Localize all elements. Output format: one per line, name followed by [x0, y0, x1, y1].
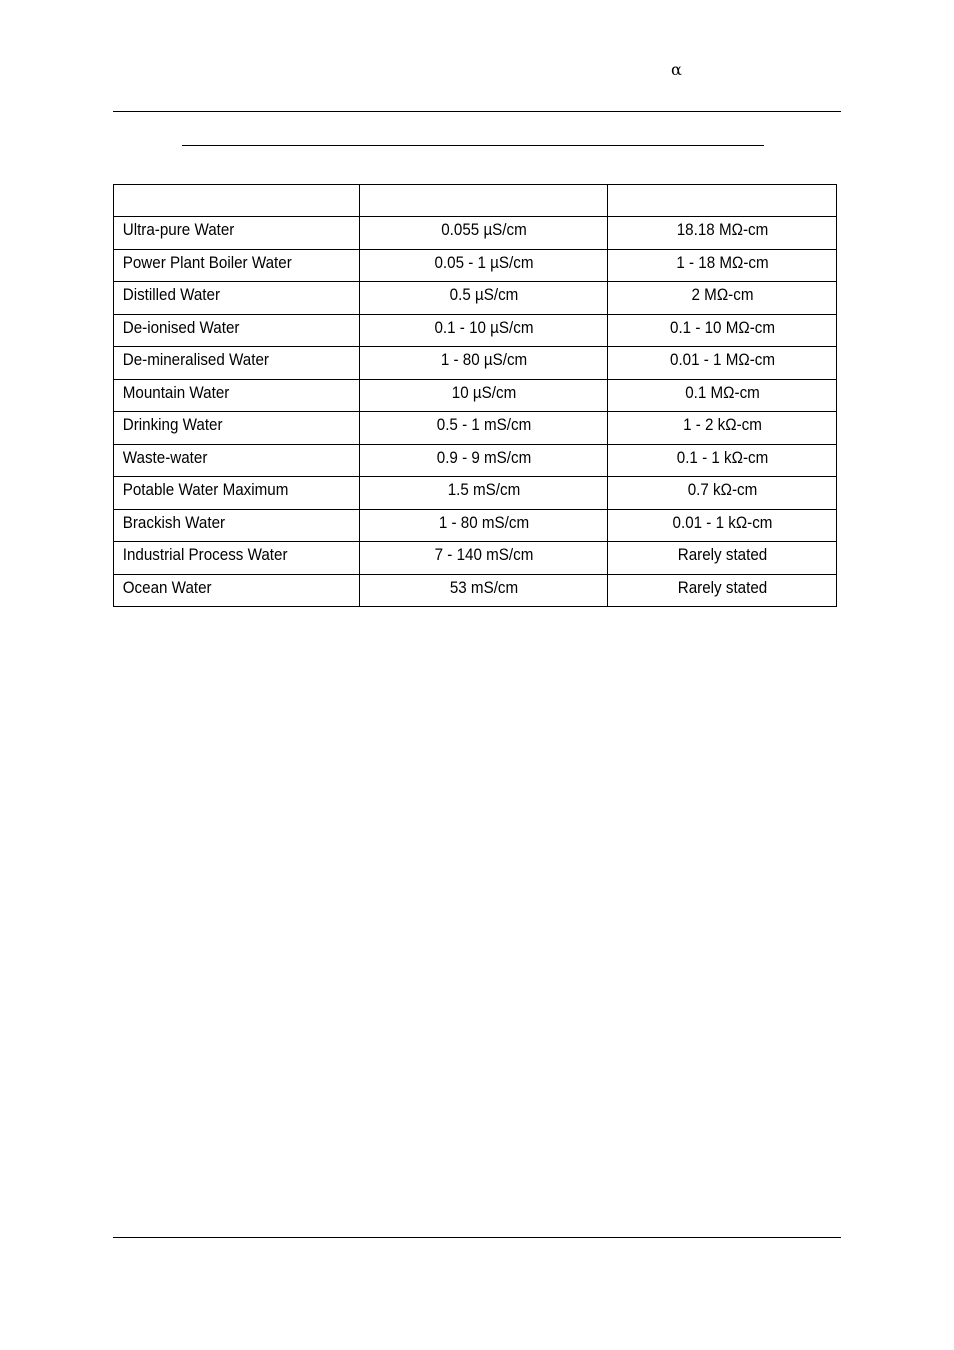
column-header-resistivity [608, 185, 837, 217]
resistivity-cell: 0.7 kΩ-cm [617, 477, 828, 510]
resistivity-cell: 2 MΩ-cm [617, 282, 828, 315]
table-row [114, 574, 837, 607]
resistivity-cell: 0.1 - 10 MΩ-cm [617, 314, 828, 347]
resistivity-cell: 1 - 2 kΩ-cm [617, 412, 828, 445]
table-row [114, 217, 837, 250]
resistivity-cell: 0.1 MΩ-cm [617, 379, 828, 412]
table-row [114, 314, 837, 347]
conductivity-cell: 0.1 - 10 µS/cm [369, 314, 597, 347]
table-row [114, 509, 837, 542]
resistivity-cell: 18.18 MΩ-cm [617, 217, 828, 250]
water-type-cell: De-ionised Water [114, 314, 340, 347]
conductivity-cell: 0.05 - 1 µS/cm [369, 249, 597, 282]
table-row [114, 444, 837, 477]
table-row [114, 412, 837, 445]
conductivity-cell: 0.055 µS/cm [369, 217, 597, 250]
water-type-cell: Distilled Water [114, 282, 340, 315]
conductivity-cell: 1.5 mS/cm [369, 477, 597, 510]
water-conductivity-table [113, 184, 837, 607]
resistivity-cell: Rarely stated [617, 574, 828, 607]
water-type-cell: De-mineralised Water [114, 347, 340, 380]
table-row [114, 282, 837, 315]
table-row [114, 249, 837, 282]
water-type-cell: Ocean Water [114, 574, 340, 607]
conductivity-cell: 0.9 - 9 mS/cm [369, 444, 597, 477]
resistivity-cell: Rarely stated [617, 542, 828, 575]
conductivity-cell: 1 - 80 mS/cm [369, 509, 597, 542]
water-type-cell: Ultra-pure Water [114, 217, 340, 250]
conductivity-cell: 53 mS/cm [369, 574, 597, 607]
resistivity-cell: 0.01 - 1 MΩ-cm [617, 347, 828, 380]
header-rule [113, 111, 841, 112]
footer-rule [113, 1237, 841, 1238]
water-type-cell: Drinking Water [114, 412, 340, 445]
resistivity-cell: 0.1 - 1 kΩ-cm [617, 444, 828, 477]
table-row [114, 379, 837, 412]
conductivity-cell: 7 - 140 mS/cm [369, 542, 597, 575]
table-row [114, 542, 837, 575]
title-underline [182, 145, 764, 146]
conductivity-cell: 10 µS/cm [369, 379, 597, 412]
water-type-cell: Power Plant Boiler Water [114, 249, 340, 282]
water-type-cell: Mountain Water [114, 379, 340, 412]
water-type-cell: Waste-water [114, 444, 340, 477]
water-type-cell: Industrial Process Water [114, 542, 340, 575]
column-header-conductivity [360, 185, 608, 217]
conductivity-cell: 1 - 80 µS/cm [369, 347, 597, 380]
table-row [114, 477, 837, 510]
water-type-cell: Brackish Water [114, 509, 340, 542]
conductivity-cell: 0.5 µS/cm [369, 282, 597, 315]
resistivity-cell: 0.01 - 1 kΩ-cm [617, 509, 828, 542]
table-row [114, 347, 837, 380]
resistivity-cell: 1 - 18 MΩ-cm [617, 249, 828, 282]
water-type-cell: Potable Water Maximum [114, 477, 340, 510]
header-symbol: α [671, 60, 682, 79]
conductivity-cell: 0.5 - 1 mS/cm [369, 412, 597, 445]
column-header-type [114, 185, 360, 217]
table-header-row [114, 185, 837, 217]
